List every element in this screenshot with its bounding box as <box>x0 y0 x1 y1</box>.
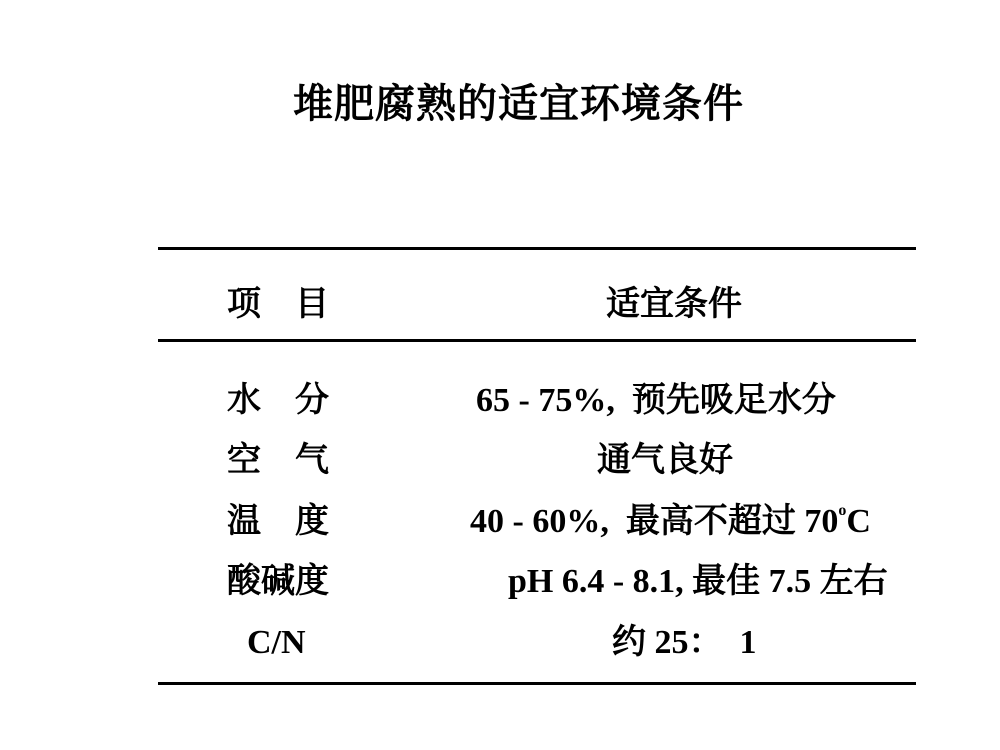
row-condition-temperature <box>470 502 871 540</box>
temperature-condition-text: 40 - 60%, 最高不超过 70 <box>470 503 839 540</box>
row-item-temperature: 温 度 <box>227 503 329 540</box>
row-item-cn-ratio: C/N <box>247 624 306 661</box>
row-condition-moisture: 65 - 75%, 预先吸足水分 <box>476 382 836 419</box>
temperature-unit: C <box>846 503 871 540</box>
row-condition-air: 通气良好 <box>597 442 733 479</box>
row-item-moisture: 水 分 <box>227 382 329 419</box>
table-bottom-rule <box>158 682 916 685</box>
table-header-rule <box>158 339 916 342</box>
page-title: 堆肥腐熟的适宜环境条件 <box>293 81 744 126</box>
header-condition: 适宜条件 <box>606 286 742 323</box>
row-condition-ph: pH 6.4 - 8.1, 最佳 7.5 左右 <box>508 563 888 600</box>
degree-superscript: o <box>838 502 847 519</box>
row-item-air: 空 气 <box>227 442 329 479</box>
row-condition-cn-ratio: 约 25： 1 <box>612 624 757 661</box>
row-item-ph: 酸碱度 <box>227 563 329 600</box>
table-top-rule <box>158 247 916 250</box>
header-item: 项 目 <box>227 286 329 323</box>
